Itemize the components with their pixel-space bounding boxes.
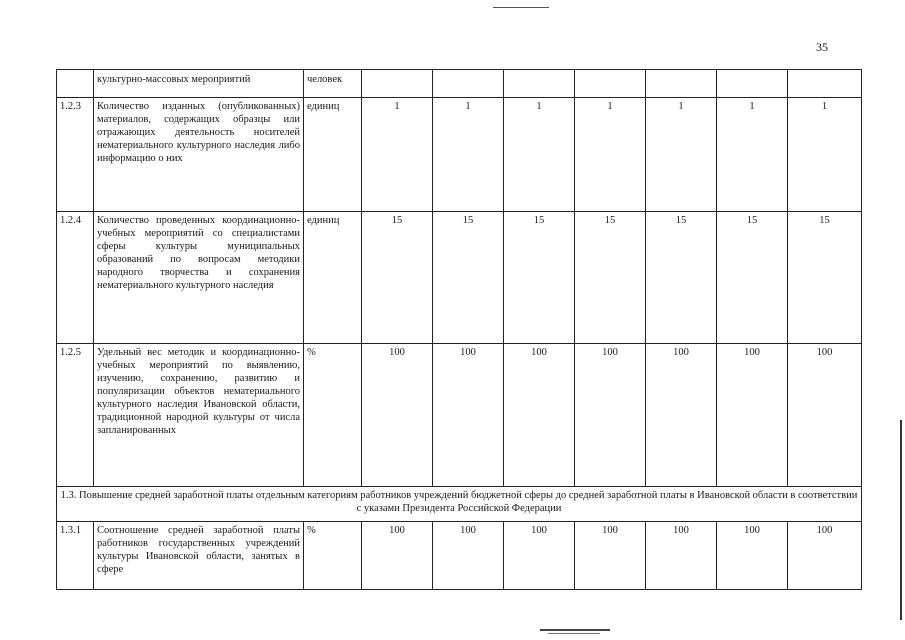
value-cell: 100: [788, 344, 862, 487]
table-row: [57, 344, 862, 487]
indicator-name: Соотношение средней заработной платы работников государственных учреждений культуры Ивановской области, занятых в сфере: [94, 522, 304, 590]
value-cell: 15: [504, 212, 575, 344]
table-row: [57, 522, 862, 590]
table-row: [57, 70, 862, 98]
value-cell: 100: [575, 344, 646, 487]
row-number: 1.3.1: [57, 522, 94, 590]
row-number: 1.2.4: [57, 212, 94, 344]
value-cell: 15: [646, 212, 717, 344]
row-number: [57, 70, 94, 98]
unit: %: [304, 344, 362, 487]
value-cell: 100: [362, 344, 433, 487]
value-cell: [646, 70, 717, 98]
value-cell: 100: [717, 344, 788, 487]
unit: единиц: [304, 212, 362, 344]
value-cell: 1: [362, 98, 433, 212]
section-row: [57, 487, 862, 522]
value-cell: [788, 70, 862, 98]
value-cell: 100: [433, 344, 504, 487]
value-cell: 100: [717, 522, 788, 590]
unit: человек: [304, 70, 362, 98]
value-cell: 1: [504, 98, 575, 212]
indicator-name: Количество изданных (опубликованных) материалов, содержащих образцы или отражающих деятельность носителей нематериального культурного наследия либо информацию о них: [94, 98, 304, 212]
row-number: 1.2.5: [57, 344, 94, 487]
value-cell: 100: [504, 522, 575, 590]
value-cell: [362, 70, 433, 98]
value-cell: 15: [575, 212, 646, 344]
indicators-table: [56, 69, 862, 590]
value-cell: 100: [646, 522, 717, 590]
scan-artifact-bottom: [540, 629, 610, 631]
scan-artifact-right-edge: [900, 420, 902, 620]
value-cell: 15: [788, 212, 862, 344]
value-cell: 100: [433, 522, 504, 590]
value-cell: 1: [788, 98, 862, 212]
value-cell: 100: [362, 522, 433, 590]
scan-artifact-top: [493, 7, 549, 8]
indicator-name: Удельный вес методик и координационно-учебных мероприятий по выявлению, изучению, сохранению, развитию и популяризации объектов нематериального культурного наследия Ивановской области, традиционной народной культуры от числа запланированных: [94, 344, 304, 487]
value-cell: [575, 70, 646, 98]
unit: %: [304, 522, 362, 590]
value-cell: 1: [646, 98, 717, 212]
value-cell: 100: [504, 344, 575, 487]
value-cell: 15: [433, 212, 504, 344]
scan-artifact-bottom-2: [548, 633, 600, 634]
value-cell: 1: [575, 98, 646, 212]
value-cell: 100: [788, 522, 862, 590]
page-number: 35: [816, 40, 828, 54]
section-heading: 1.3. Повышение средней заработной платы отдельным категориям работников учреждений бюджетной сферы до средней заработной платы в Ивановской области в соответствии с указами Президента Российской Федерации: [57, 487, 862, 522]
indicator-name: Количество проведенных координационно-учебных мероприятий со специалистами сферы культуры муниципальных образований по вопросам методики народного творчества и сохранения нематериального культурного наследия: [94, 212, 304, 344]
value-cell: 15: [717, 212, 788, 344]
value-cell: [717, 70, 788, 98]
table-row: [57, 98, 862, 212]
value-cell: 1: [433, 98, 504, 212]
unit: единиц: [304, 98, 362, 212]
value-cell: [504, 70, 575, 98]
value-cell: 1: [717, 98, 788, 212]
value-cell: 100: [575, 522, 646, 590]
table-row: [57, 212, 862, 344]
value-cell: [433, 70, 504, 98]
value-cell: 100: [646, 344, 717, 487]
row-number: 1.2.3: [57, 98, 94, 212]
value-cell: 15: [362, 212, 433, 344]
indicator-name: культурно-массовых мероприятий: [94, 70, 304, 98]
